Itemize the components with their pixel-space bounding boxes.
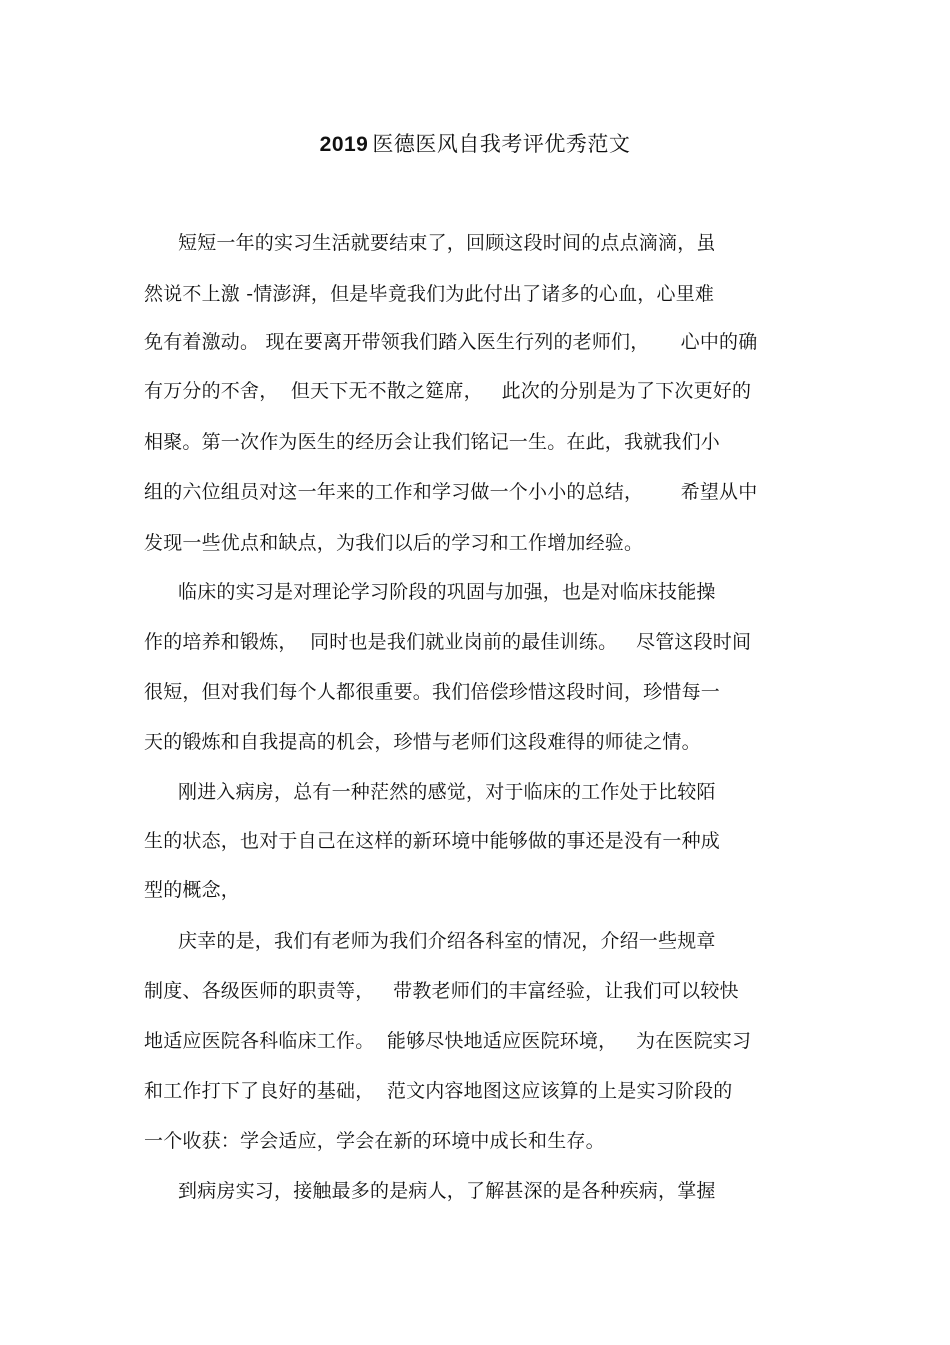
text-line: 地适应医院各科临床工作。 能够尽快地适应医院环境， 为在医院实习 xyxy=(144,1030,752,1052)
text-line: 作的培养和锻炼， 同时也是我们就业岗前的最佳训练。 尽管这段时间 xyxy=(144,631,752,653)
text-line: 有万分的不舍， 但天下无不散之筵席， 此次的分别是为了下次更好的 xyxy=(144,380,752,402)
text-line: 相聚。第一次作为医生的经历会让我们铭记一生。在此，我就我们小 xyxy=(144,431,721,453)
title-year: 2019 xyxy=(319,133,369,156)
document-title xyxy=(0,128,950,161)
text-line: 制度、各级医师的职责等， 带教老师们的丰富经验，让我们可以较快 xyxy=(144,980,739,1002)
text-line: 和工作打下了良好的基础， 范文内容地图这应该算的上是实习阶段的 xyxy=(144,1080,733,1102)
text-line: 天的锻炼和自我提高的机会，珍惜与老师们这段难得的师徒之情。 xyxy=(144,731,701,753)
text-line: 刚进入病房，总有一种茫然的感觉，对于临床的工作处于比较陌 xyxy=(178,781,716,803)
text-line: 免有着激动。 现在要离开带领我们踏入医生行列的老师们， 心中的确 xyxy=(144,331,758,353)
text-line: 然说不上激 -情澎湃，但是毕竟我们为此付出了诸多的心血，心里难 xyxy=(144,283,715,305)
text-line: 很短，但对我们每个人都很重要。我们倍偿珍惜这段时间，珍惜每一 xyxy=(144,681,721,703)
text-line: 临床的实习是对理论学习阶段的巩固与加强，也是对临床技能操 xyxy=(178,581,716,603)
text-line: 组的六位组员对这一年来的工作和学习做一个小小的总结， 希望从中 xyxy=(144,481,758,503)
text-line: 一个收获：学会适应，学会在新的环境中成长和生存。 xyxy=(144,1130,605,1152)
text-line: 庆幸的是，我们有老师为我们介绍各科室的情况，介绍一些规章 xyxy=(178,930,716,952)
text-line: 型的概念， xyxy=(144,879,241,901)
text-line: 生的状态，也对于自己在这样的新环境中能够做的事还是没有一种成 xyxy=(144,830,721,852)
text-line: 短短一年的实习生活就要结束了，回顾这段时间的点点滴滴，虽 xyxy=(178,232,716,254)
text-line: 发现一些优点和缺点，为我们以后的学习和工作增加经验。 xyxy=(144,532,644,554)
title-text: 医德医风自我考评优秀范文 xyxy=(372,132,631,156)
text-line: 到病房实习，接触最多的是病人，了解甚深的是各种疾病，掌握 xyxy=(178,1180,716,1202)
